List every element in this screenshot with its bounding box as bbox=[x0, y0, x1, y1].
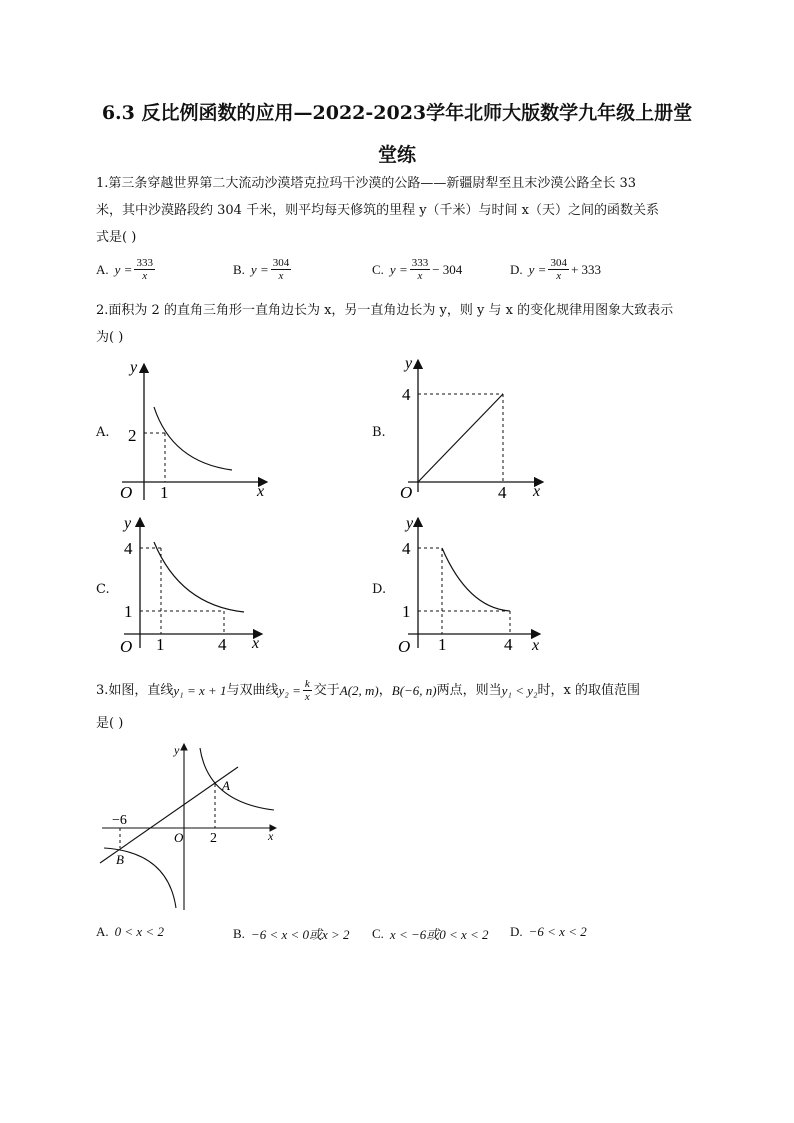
q3-text-line2: 是( ) bbox=[96, 716, 124, 731]
point-b-label: B bbox=[116, 852, 124, 867]
origin-label: O bbox=[400, 483, 413, 502]
q2-graph-a[interactable] bbox=[112, 352, 282, 502]
q2-text-line2: 为( ) bbox=[96, 330, 124, 345]
x-tick: 4 bbox=[498, 483, 507, 502]
y-tick-4: 4 bbox=[402, 539, 411, 558]
origin-label: O bbox=[174, 830, 184, 845]
q3-option-c[interactable]: C. x < −6或0 < x < 2 bbox=[372, 925, 489, 942]
q3-figure bbox=[98, 740, 288, 915]
q2-text-line1: 2.面积为 2 的直角三角形一直角边长为 x，另一直角边长为 y，则 y 与 x 的变化规律用图象大致表示 bbox=[96, 303, 674, 318]
hyperbola-branch-1 bbox=[200, 748, 274, 810]
x-tick-1: 1 bbox=[156, 635, 165, 654]
y-label: y bbox=[130, 359, 138, 376]
q1-option-a[interactable]: A. y = $\frac{333}{x}$ bbox=[96, 257, 153, 282]
curve bbox=[154, 407, 232, 470]
q2-option-d-label[interactable]: D. bbox=[372, 582, 387, 597]
x-label: x bbox=[268, 829, 274, 843]
y-label: y bbox=[405, 355, 413, 372]
y-tick: 4 bbox=[402, 385, 411, 404]
x-label: x bbox=[532, 637, 540, 654]
q1-text-line3: 式是( ) bbox=[96, 230, 137, 245]
tick-2: 2 bbox=[210, 831, 217, 846]
y-tick-1: 1 bbox=[124, 602, 133, 621]
x-tick-4: 4 bbox=[218, 635, 227, 654]
x-tick: 1 bbox=[160, 483, 169, 502]
q1-option-b[interactable]: B. y = $\frac{304}{x}$ bbox=[233, 257, 290, 282]
y-label: y bbox=[174, 743, 180, 757]
origin-label: O bbox=[398, 637, 411, 656]
x-label: x bbox=[533, 483, 541, 500]
q2-graph-b[interactable] bbox=[388, 352, 558, 502]
point-a-label: A bbox=[222, 778, 230, 793]
curve bbox=[154, 542, 244, 612]
q1-option-c[interactable]: C. y = $\frac{333}{x}$ − 304 bbox=[372, 257, 463, 282]
q3-option-a[interactable]: A. 0 < x < 2 bbox=[96, 924, 164, 939]
y-label: y bbox=[406, 515, 414, 532]
x-tick-1: 1 bbox=[438, 635, 447, 654]
page-title-continued: 堂练 bbox=[377, 144, 416, 166]
q3-option-d[interactable]: D. −6 < x < 2 bbox=[510, 924, 587, 939]
curve bbox=[442, 548, 510, 611]
q2-option-a-label[interactable]: A. bbox=[96, 425, 110, 440]
y-tick-4: 4 bbox=[124, 539, 133, 558]
q2-option-c-label[interactable]: C. bbox=[96, 582, 110, 597]
x-tick-4: 4 bbox=[504, 635, 513, 654]
tick-neg-6: −6 bbox=[112, 813, 127, 828]
q1-text-line2: 米，其中沙漠路段约 304 千米，则平均每天修筑的里程 y（千米）与时间 x（天）之间的函数关系 bbox=[96, 203, 660, 218]
y-tick: 2 bbox=[128, 426, 137, 445]
q2-graph-d[interactable] bbox=[388, 510, 553, 660]
line-segment bbox=[418, 394, 503, 482]
x-label: x bbox=[252, 635, 260, 652]
origin-label: O bbox=[120, 637, 133, 656]
hyperbola-branch-2 bbox=[104, 848, 176, 908]
y-label: y bbox=[124, 515, 132, 532]
q2-graph-c[interactable] bbox=[112, 510, 277, 660]
page-title: 6.3 反比例函数的应用—2022-2023学年北师大版数学九年级上册堂 bbox=[101, 102, 693, 124]
q3-option-b[interactable]: B. −6 < x < 0或x > 2 bbox=[233, 925, 350, 942]
q1-option-d[interactable]: D. y = $\frac{304}{x}$ + 333 bbox=[510, 257, 602, 282]
x-label: x bbox=[257, 483, 265, 500]
q2-option-b-label[interactable]: B. bbox=[372, 425, 386, 440]
q1-text-line1: 1.第三条穿越世界第二大流动沙漠塔克拉玛干沙漠的公路——新疆尉犁至且末沙漠公路全长 33 bbox=[96, 176, 637, 191]
q3-text-line1: 3.如图，直线 y₁ = x + 1 与双曲线 y₂ = $\frac{k}{x}$ 交于 A(2, m) ， B(−6, n) 两点，则当 y₁ < y₂ 时，x 的取值范围 bbox=[96, 678, 640, 703]
y-tick-1: 1 bbox=[402, 602, 411, 621]
origin-label: O bbox=[120, 483, 133, 502]
